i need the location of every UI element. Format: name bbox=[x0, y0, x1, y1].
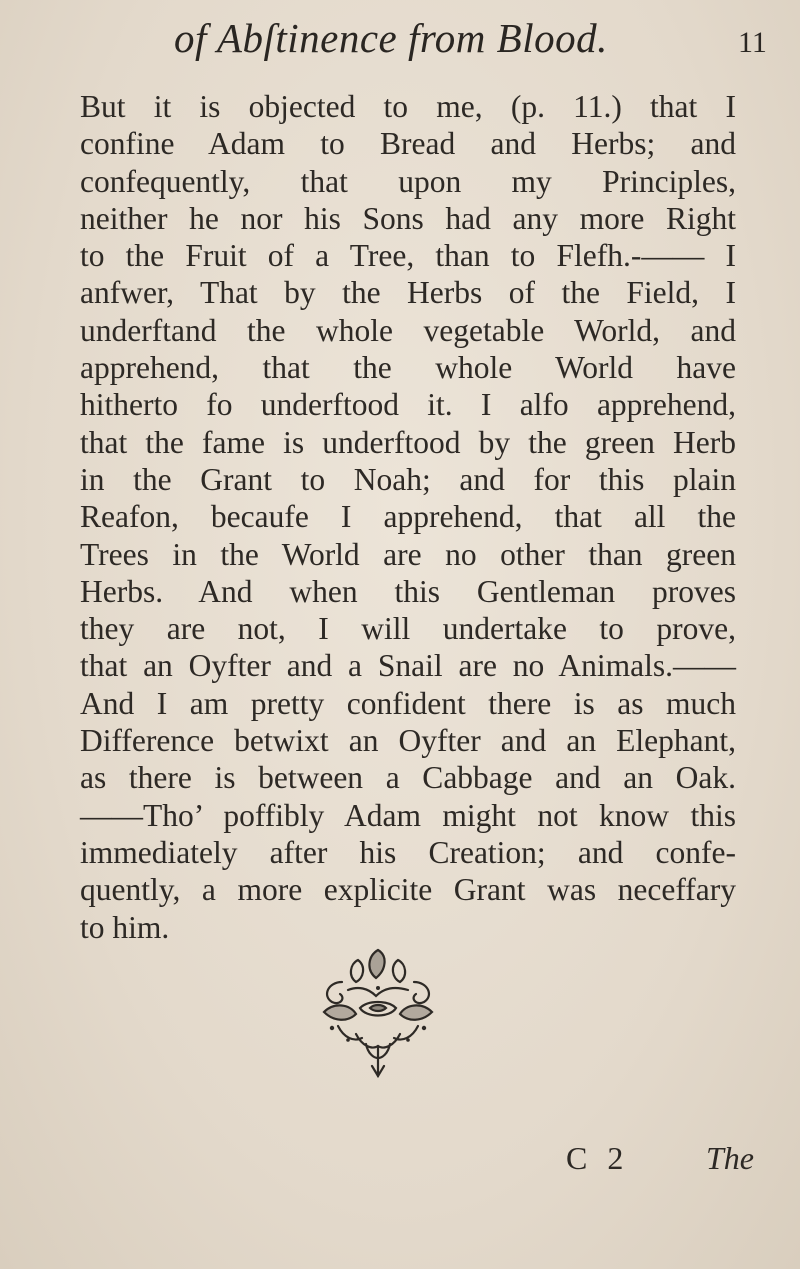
floral-tailpiece-ornament-icon bbox=[298, 942, 458, 1082]
text-line: confine Adam to Bread and Herbs; and bbox=[80, 126, 736, 162]
text-line: hitherto fo underftood it. I alfo apprehend, bbox=[80, 387, 736, 423]
text-line: that the fame is underftood by the green Herb bbox=[80, 424, 736, 460]
running-head bbox=[0, 14, 800, 64]
text-line: confequently, that upon my Principles, bbox=[80, 163, 736, 199]
catchword: The bbox=[706, 1140, 754, 1176]
text-line: immediately after his Creation; and confe- bbox=[80, 834, 736, 870]
text-line: Herbs. And when this Gentleman proves bbox=[80, 573, 736, 609]
text-line: Difference betwixt an Oyfter and an Elephant, bbox=[80, 723, 736, 759]
text-line: ——Tho’ poffibly Adam might not know this bbox=[80, 797, 736, 833]
text-line: to him. bbox=[80, 909, 170, 945]
text-line: But it is objected to me, (p. 11.) that I bbox=[80, 89, 736, 124]
text-line: anfwer, That by the Herbs of the Field, I bbox=[80, 275, 736, 311]
text-line: in the Grant to Noah; and for this plain bbox=[80, 461, 736, 497]
text-line: apprehend, that the whole World have bbox=[80, 350, 736, 386]
text-line: underftand the whole vegetable World, and bbox=[80, 312, 736, 348]
text-line: to the Fruit of a Tree, than to Flefh.-—— I bbox=[80, 238, 736, 274]
text-line: neither he nor his Sons had any more Right bbox=[80, 200, 736, 236]
text-line: Reafon, becaufe I apprehend, that all the bbox=[80, 499, 736, 535]
signature-mark: C 2 bbox=[566, 1140, 630, 1176]
text-line: they are not, I will undertake to prove, bbox=[80, 611, 736, 647]
running-head-title: of Abſtinence from Blood. bbox=[174, 15, 608, 61]
text-line: quently, a more explicite Grant was neceffary bbox=[80, 872, 736, 908]
text-line: that an Oyfter and a Snail are no Animals.—— bbox=[80, 648, 736, 684]
page-number: 11 bbox=[738, 26, 767, 59]
text-line: Trees in the World are no other than green bbox=[80, 536, 736, 572]
body-text bbox=[80, 88, 736, 946]
text-line: as there is between a Cabbage and an Oak. bbox=[80, 760, 736, 796]
text-line: And I am pretty confident there is as much bbox=[80, 685, 736, 721]
